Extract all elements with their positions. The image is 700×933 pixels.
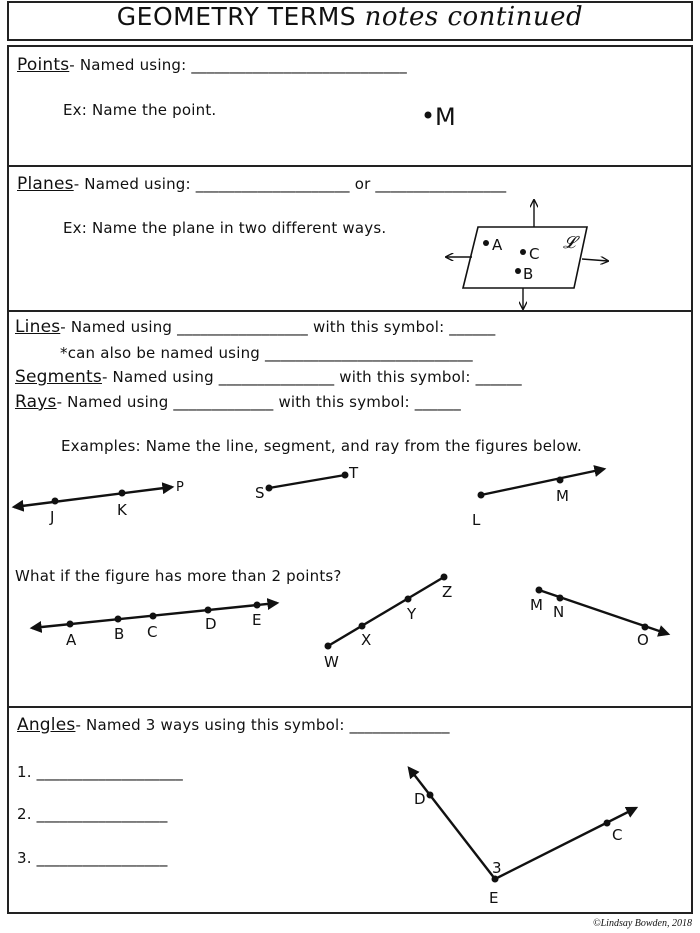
angles-item-1: 1. ___________________ bbox=[17, 763, 183, 781]
segment-wxyz-figure bbox=[324, 574, 452, 672]
label-s: S bbox=[255, 484, 265, 502]
rays-heading: Rays bbox=[15, 392, 57, 412]
label-n: N bbox=[553, 603, 565, 621]
label-j: J bbox=[50, 508, 55, 526]
plane-point-c bbox=[520, 249, 526, 255]
point-s bbox=[266, 485, 273, 492]
label-b: B bbox=[114, 625, 125, 643]
point-m-dot bbox=[425, 112, 432, 119]
label-x: X bbox=[361, 631, 372, 649]
plane-point-a bbox=[483, 240, 489, 246]
title-script: notes continued bbox=[364, 2, 584, 32]
label-d: D bbox=[205, 615, 217, 633]
point-n bbox=[557, 595, 564, 602]
angles-item-2: 2. _________________ bbox=[17, 805, 168, 823]
point-l bbox=[478, 492, 485, 499]
segment-st-figure bbox=[255, 464, 359, 502]
point-c-angle bbox=[604, 820, 611, 827]
copyright: ©Lindsay Bowden, 2018 bbox=[593, 918, 692, 929]
plane-label-b: B bbox=[523, 265, 534, 283]
label-l: L bbox=[472, 511, 481, 529]
angle-label-c: C bbox=[612, 826, 623, 844]
angle-label-3: 3 bbox=[492, 859, 502, 877]
point-a bbox=[67, 621, 74, 628]
label-m: M bbox=[556, 487, 569, 505]
plane-point-b bbox=[515, 268, 521, 274]
segments-text: - Named using _______________ with this symbol: ______ bbox=[101, 368, 522, 386]
label-m2: M bbox=[530, 596, 543, 614]
angles-named-text: - Named 3 ways using this symbol: _____________ bbox=[75, 716, 450, 734]
points-example: Ex: Name the point. bbox=[63, 101, 217, 119]
label-o: O bbox=[637, 631, 649, 649]
line-jk-figure bbox=[14, 480, 184, 526]
angle-label-d: D bbox=[414, 790, 426, 808]
point-c bbox=[150, 613, 157, 620]
point-o bbox=[642, 624, 649, 631]
label-w: W bbox=[324, 653, 339, 671]
label-e: E bbox=[252, 611, 262, 629]
point-m-label: M bbox=[435, 103, 456, 131]
points-named-using: - Named using: ____________________________ bbox=[69, 56, 407, 74]
plane-label-c: C bbox=[529, 245, 540, 263]
planes-named-using: - Named using: ____________________ or _________________ bbox=[73, 175, 507, 193]
more-points-prompt: What if the figure has more than 2 points? bbox=[15, 567, 342, 585]
point-t bbox=[342, 472, 349, 479]
point-e bbox=[254, 602, 261, 609]
point-y bbox=[405, 596, 412, 603]
point-w bbox=[325, 643, 332, 650]
plane-arrow-right bbox=[582, 259, 608, 261]
lines-heading: Lines bbox=[15, 317, 61, 337]
ray-ed bbox=[409, 768, 495, 879]
point-k bbox=[119, 490, 126, 497]
point-m2 bbox=[536, 587, 543, 594]
segment-wz bbox=[328, 577, 444, 646]
angle-dec-figure bbox=[409, 768, 636, 907]
label-c: C bbox=[147, 623, 158, 641]
points-heading: Points bbox=[17, 55, 70, 75]
ray-lm bbox=[481, 469, 604, 495]
segments-heading: Segments bbox=[15, 367, 102, 387]
point-d-angle bbox=[427, 792, 434, 799]
label-z: Z bbox=[442, 583, 453, 601]
label-t: T bbox=[349, 464, 359, 482]
ray-mno-figure bbox=[530, 587, 668, 650]
point-z bbox=[441, 574, 448, 581]
label-k: K bbox=[117, 501, 127, 519]
label-y: Y bbox=[407, 605, 417, 623]
point-b bbox=[115, 616, 122, 623]
planes-example: Ex: Name the plane in two different ways. bbox=[63, 219, 387, 237]
line-abcde-figure bbox=[32, 602, 277, 650]
planes-heading: Planes bbox=[17, 174, 74, 194]
segment-st bbox=[269, 475, 345, 488]
point-j bbox=[52, 498, 59, 505]
ray-lm-figure bbox=[472, 469, 604, 529]
point-d bbox=[205, 607, 212, 614]
rays-text: - Named using _____________ with this symbol: ______ bbox=[56, 393, 461, 411]
lines-text: - Named using _________________ with this symbol: ______ bbox=[60, 318, 496, 336]
point-x bbox=[359, 623, 366, 630]
lines-also-named: *can also be named using ___________________________ bbox=[60, 344, 473, 362]
point-m-figure bbox=[425, 103, 456, 131]
label-a: A bbox=[66, 631, 77, 649]
point-m bbox=[557, 477, 564, 484]
plane-label-a: A bbox=[492, 236, 503, 254]
angles-item-3: 3. _________________ bbox=[17, 849, 168, 867]
lines-examples-prompt: Examples: Name the line, segment, and ray from the figures below. bbox=[61, 437, 582, 455]
plane-label-script-l: 𝓛 bbox=[563, 233, 576, 253]
label-p: P bbox=[176, 480, 184, 495]
plane-figure bbox=[446, 200, 608, 309]
angle-label-e: E bbox=[489, 889, 499, 907]
angles-heading: Angles bbox=[17, 715, 76, 735]
title-caps: GEOMETRY TERMS bbox=[116, 2, 357, 31]
line-jk bbox=[14, 487, 172, 507]
